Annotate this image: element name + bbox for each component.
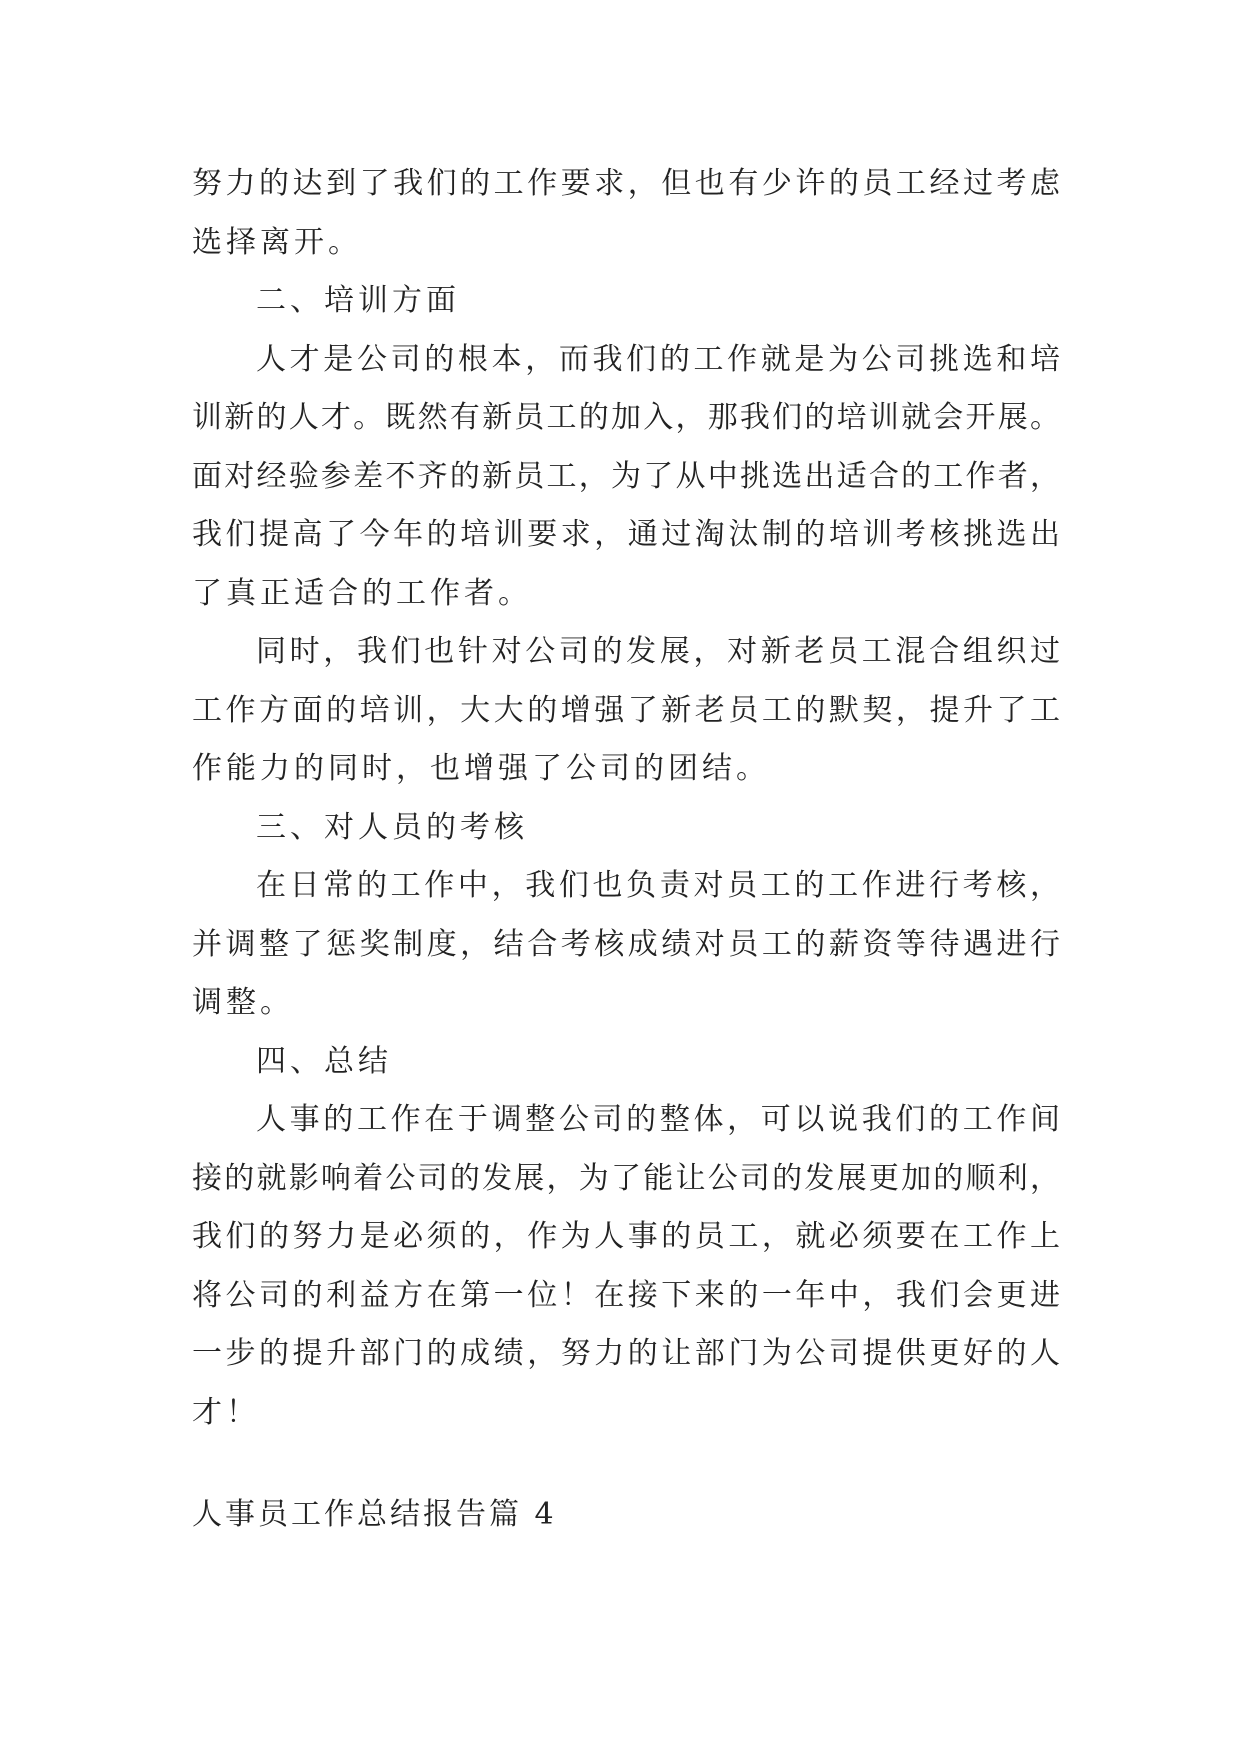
text-line: 调整。 — [192, 985, 294, 1020]
text-line: 同时，我们也针对公司的发展，对新老员工混合组织过 — [256, 634, 1060, 669]
text-line: 才！ — [192, 1394, 260, 1430]
section-heading: 二、培训方面 — [256, 283, 460, 318]
text-line: 努力的达到了我们的工作要求，但也有少许的员工经过考虑 — [192, 166, 1060, 201]
text-line: 人事的工作在于调整公司的整体，可以说我们的工作间 — [256, 1102, 1060, 1137]
document-body — [192, 155, 1060, 1442]
text-line: 工作方面的培训，大大的增强了新老员工的默契，提升了工 — [192, 692, 1060, 728]
text-line: 并调整了惩奖制度，结合考核成绩对员工的薪资等待遇进行 — [192, 926, 1060, 962]
next-article-title: 人事员工作总结报告篇 4 — [192, 1497, 557, 1532]
text-line: 人才是公司的根本，而我们的工作就是为公司挑选和培 — [256, 341, 1060, 377]
text-line: 接的就影响着公司的发展，为了能让公司的发展更加的顺利， — [192, 1160, 1060, 1196]
text-line: 作能力的同时，也增强了公司的团结。 — [192, 751, 770, 786]
section-heading: 四、总结 — [256, 1043, 392, 1079]
text-line: 在日常的工作中，我们也负责对员工的工作进行考核， — [256, 868, 1060, 903]
text-line: 我们提高了今年的培训要求，通过淘汰制的培训考核挑选出 — [192, 517, 1060, 552]
section-heading: 三、对人员的考核 — [256, 809, 528, 845]
text-line: 训新的人才。既然有新员工的加入，那我们的培训就会开展。 — [192, 400, 1060, 435]
text-line: 面对经验参差不齐的新员工，为了从中挑选出适合的工作者， — [192, 458, 1060, 494]
text-line: 一步的提升部门的成绩，努力的让部门为公司提供更好的人 — [192, 1336, 1060, 1371]
text-line: 将公司的利益方在第一位！在接下来的一年中，我们会更进 — [192, 1277, 1060, 1313]
text-line: 了真正适合的工作者。 — [192, 575, 532, 611]
text-line: 选择离开。 — [192, 224, 362, 260]
text-line: 我们的努力是必须的，作为人事的员工，就必须要在工作上 — [192, 1219, 1060, 1254]
